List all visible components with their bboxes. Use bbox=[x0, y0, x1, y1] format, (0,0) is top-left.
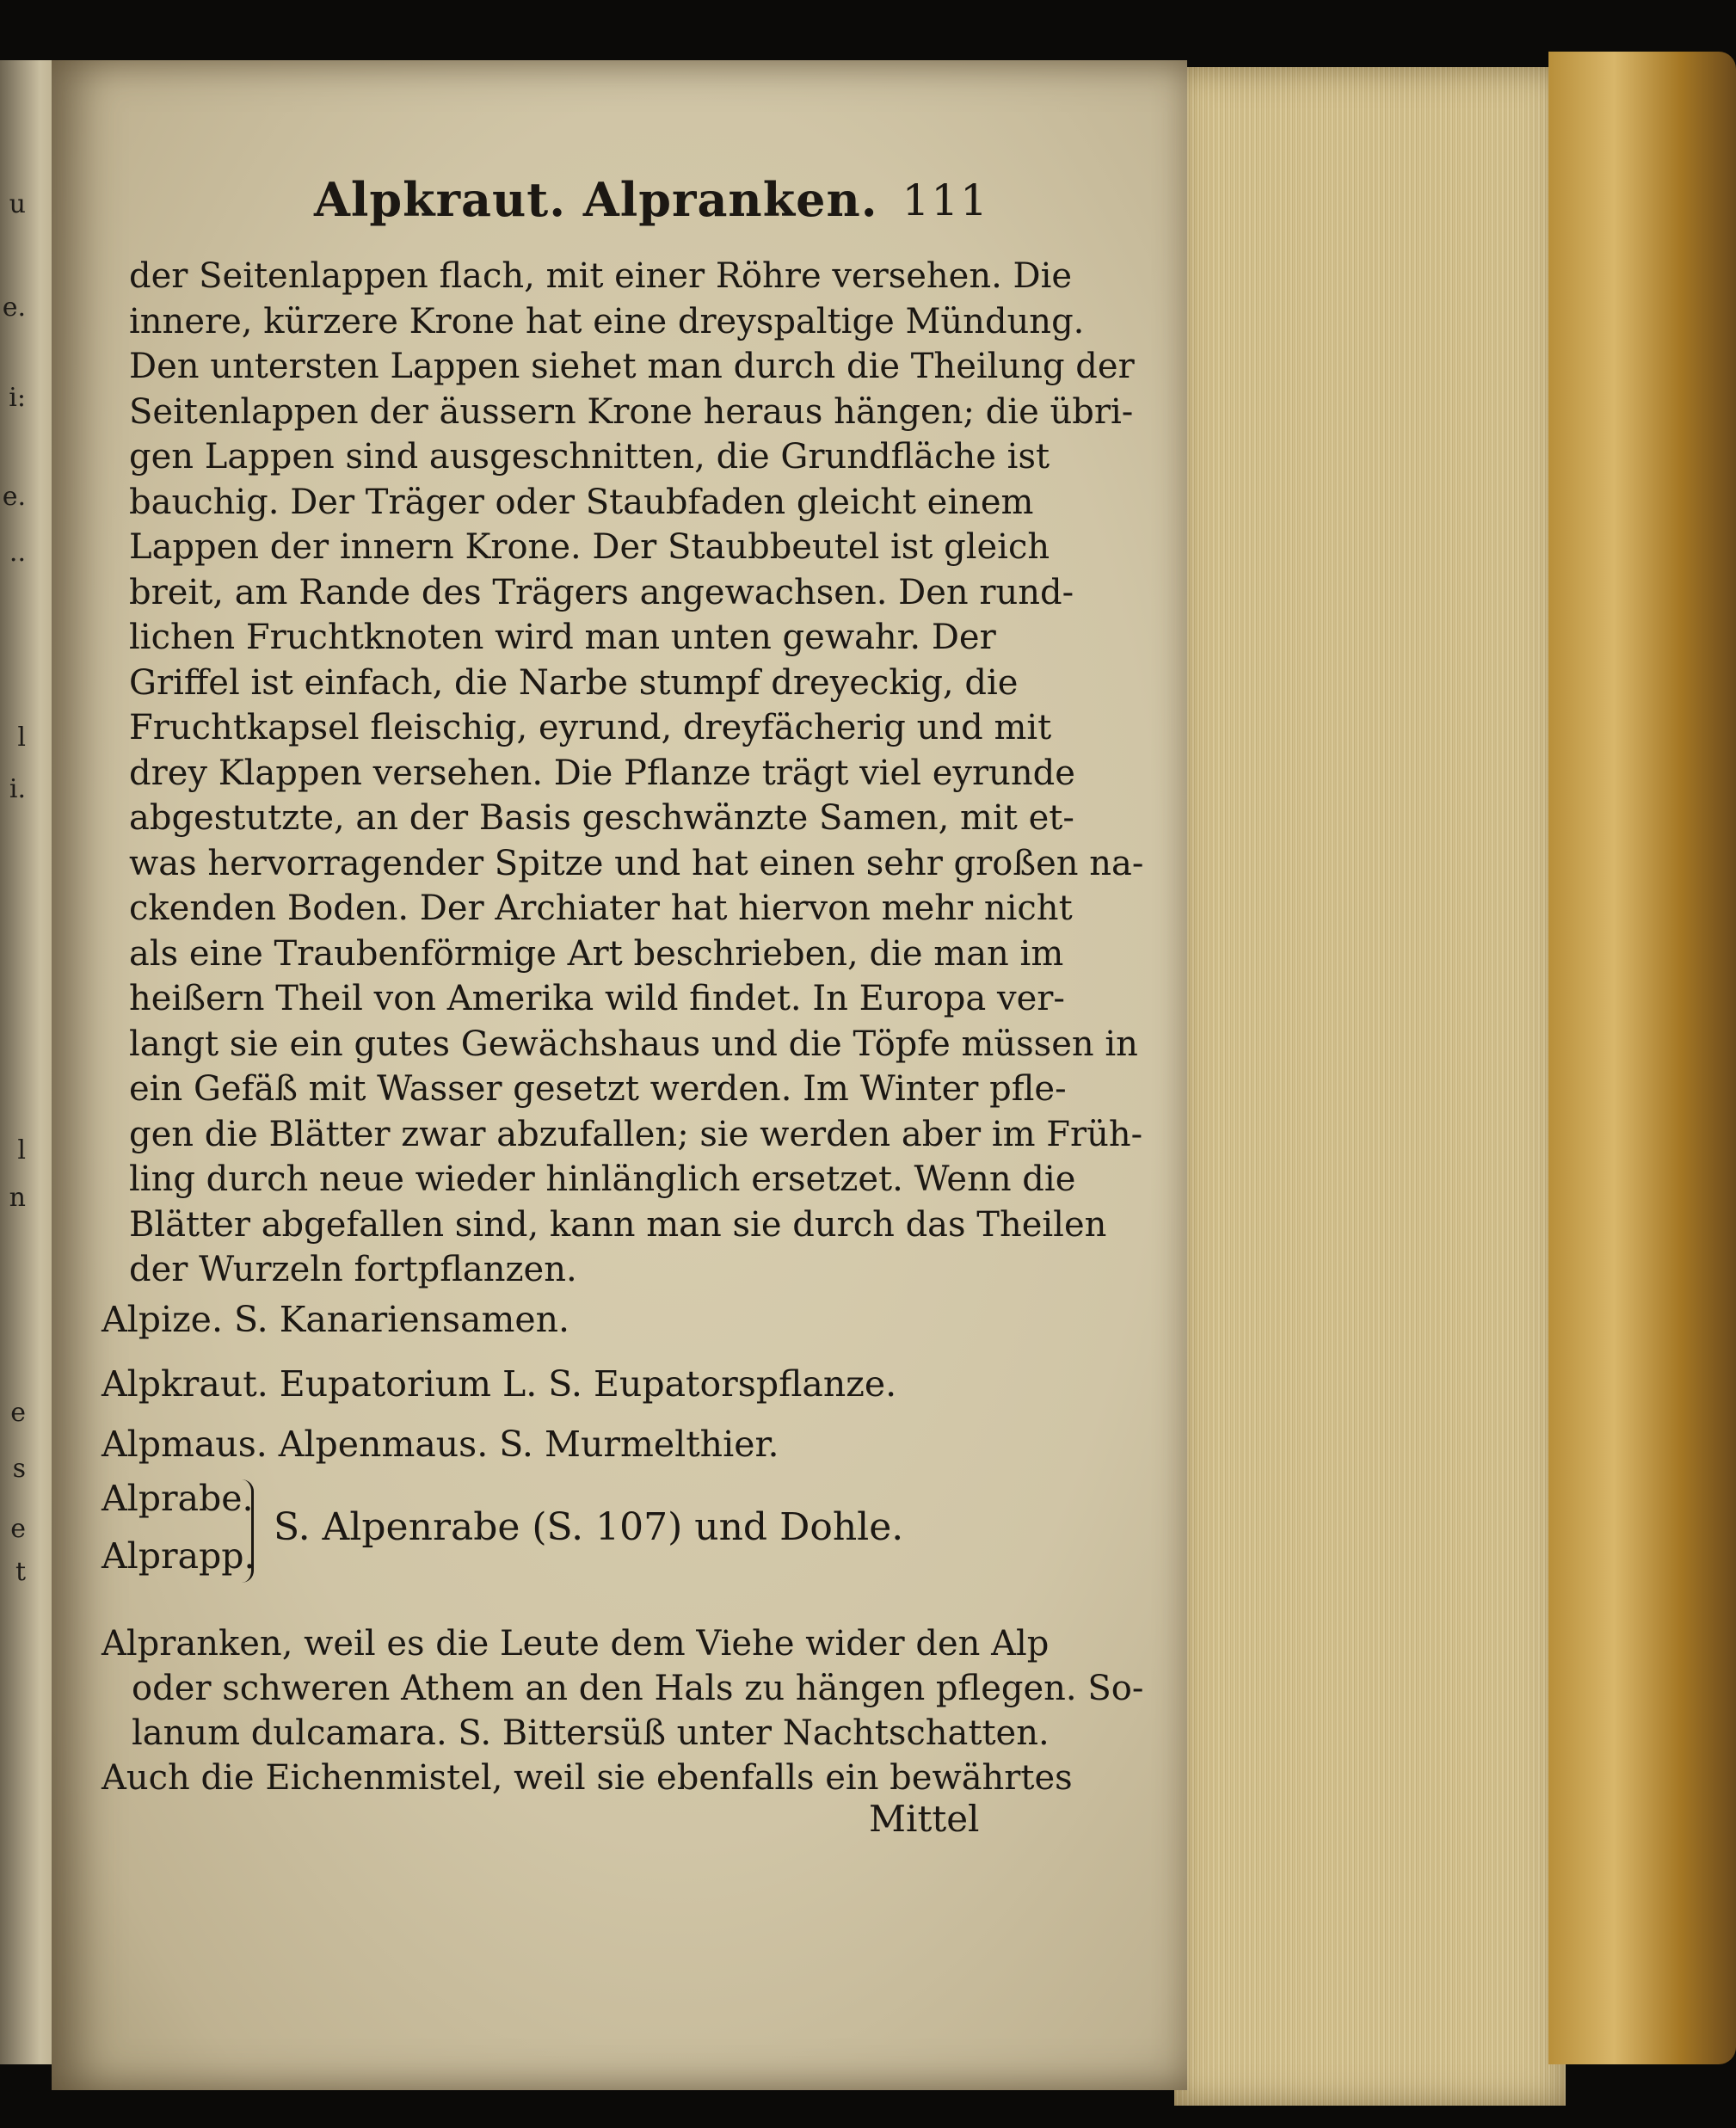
left-page-fragment: e bbox=[10, 1514, 26, 1544]
left-page-fragment: i. bbox=[9, 774, 26, 804]
left-page-fragment: e bbox=[10, 1398, 26, 1428]
text-line: gen Lappen sind ausgeschnitten, die Grundfläche ist bbox=[129, 437, 1050, 477]
left-page-fragment: l bbox=[17, 723, 26, 753]
left-page-fragment: s bbox=[12, 1454, 26, 1484]
text-line: ein Gefäß mit Wasser gesetzt werden. Im Winter pfle- bbox=[129, 1069, 1067, 1109]
text-line: drey Klappen versehen. Die Pflanze trägt viel eyrunde bbox=[129, 753, 1075, 793]
left-page-fragment: t bbox=[15, 1557, 26, 1587]
last-paragraph bbox=[102, 1621, 1144, 1800]
left-page-fragment: n bbox=[9, 1183, 26, 1213]
dictionary-entry: Alpkraut. Eupatorium L. S. Eupatorspflanze. bbox=[102, 1363, 897, 1405]
text-line: der Seitenlappen flach, mit einer Röhre versehen. Die bbox=[129, 256, 1073, 296]
text-line: bauchig. Der Träger oder Staubfaden gleicht einem bbox=[129, 482, 1034, 522]
text-line: breit, am Rande des Trägers angewachsen. Den rund- bbox=[129, 572, 1074, 612]
page-edges bbox=[1174, 67, 1566, 2106]
dictionary-entry: Alpmaus. Alpenmaus. S. Murmelthier. bbox=[102, 1424, 779, 1465]
text-line: Griffel ist einfach, die Narbe stumpf dreyeckig, die bbox=[129, 662, 1019, 703]
text-line: langt sie ein gutes Gewächshaus und die Töpfe müssen in bbox=[129, 1024, 1138, 1064]
book-cover bbox=[1548, 52, 1736, 2064]
text-line: als eine Traubenförmige Art beschrieben, die man im bbox=[129, 933, 1064, 974]
text-line: ling durch neue wieder hinlänglich ersetzet. Wenn die bbox=[129, 1159, 1076, 1199]
text-line: gen die Blätter zwar abzufallen; sie werden aber im Früh- bbox=[129, 1114, 1143, 1154]
brace-entry-text: S. Alpenrabe (S. 107) und Dohle. bbox=[274, 1505, 904, 1549]
text-line: ckenden Boden. Der Archiater hat hiervon mehr nicht bbox=[129, 889, 1073, 928]
brace-label: Alprabe. bbox=[102, 1478, 254, 1519]
body-text bbox=[129, 254, 1144, 1293]
brace-label: Alprapp. bbox=[102, 1535, 255, 1577]
curly-brace bbox=[231, 1479, 254, 1583]
text-line: der Wurzeln fortpflanzen. bbox=[129, 1250, 577, 1289]
dictionary-entry: Alpize. S. Kanariensamen. bbox=[102, 1299, 570, 1340]
catchword: Mittel bbox=[869, 1798, 980, 1840]
left-page-fragment: i: bbox=[9, 383, 26, 413]
text-line: Auch die Eichenmistel, weil sie ebenfalls ein bewährtes bbox=[102, 1758, 1073, 1798]
text-line: Lappen der innern Krone. Der Staubbeutel ist gleich bbox=[129, 527, 1050, 567]
text-line: was hervorragender Spitze und hat einen sehr großen na- bbox=[129, 843, 1144, 883]
text-line: lanum dulcamara. S. Bittersüß unter Nachtschatten. bbox=[132, 1713, 1050, 1753]
text-line: Fruchtkapsel fleischig, eyrund, dreyfächerig und mit bbox=[129, 708, 1052, 747]
text-line: innere, kürzere Krone hat eine dreyspaltige Mündung. bbox=[129, 301, 1085, 341]
left-page-fragment: e. bbox=[2, 292, 26, 323]
left-page-fragment: e. bbox=[2, 482, 26, 512]
text-line: heißern Theil von Amerika wild findet. In Europa ver- bbox=[129, 979, 1065, 1018]
text-line: lichen Fruchtknoten wird man unten gewahr. Der bbox=[129, 618, 996, 657]
page-header bbox=[120, 172, 998, 232]
left-page-fragment: u bbox=[9, 189, 26, 219]
text-line: Alpranken, weil es die Leute dem Viehe wider den Alp bbox=[102, 1624, 1050, 1664]
text-line: abgestutzte, an der Basis geschwänzte Samen, mit et- bbox=[129, 798, 1074, 838]
text-line: Seitenlappen der äussern Krone heraus hängen; die übri- bbox=[129, 391, 1134, 432]
left-page-fragment: .. bbox=[9, 538, 26, 568]
running-title: Alpkraut. Alpranken. bbox=[314, 172, 878, 227]
text-line: oder schweren Athem an den Hals zu hängen pflegen. So- bbox=[132, 1669, 1144, 1708]
left-page-fragment: l bbox=[17, 1135, 26, 1165]
text-line: Den untersten Lappen siehet man durch die Theilung der bbox=[129, 347, 1135, 386]
text-line: Blätter abgefallen sind, kann man sie durch das Theilen bbox=[129, 1204, 1107, 1245]
page-number: 111 bbox=[902, 175, 989, 225]
